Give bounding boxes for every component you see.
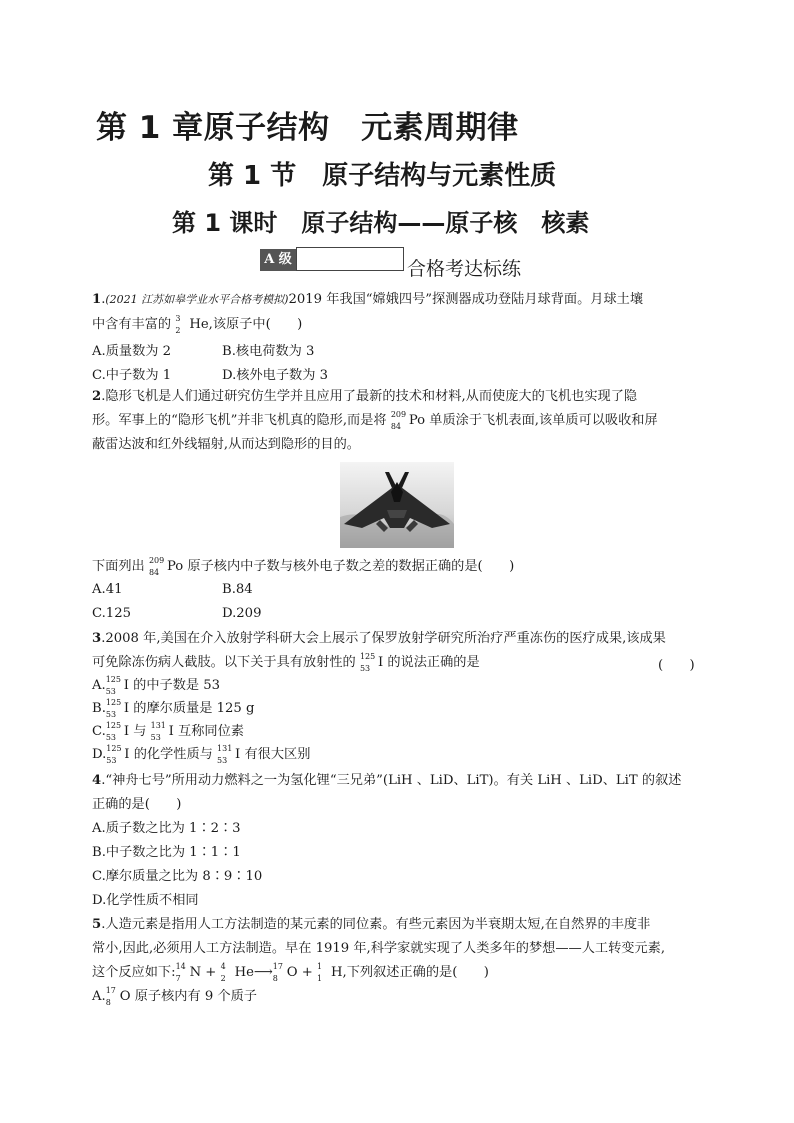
option-text: 与 [129, 724, 151, 739]
question-text: ,下列叙述正确的是( ) [342, 965, 489, 980]
question-text: “神舟七号”所用动力燃料之一为氢化锂“三兄弟”(LiH 、LiD、LiT)。有关 LiH 、LiD、LiT 的叙述 [105, 773, 682, 788]
q1-option-c: C.中子数为 1 [92, 368, 172, 383]
question-text: 原子核内中子数与核外电子数之差的数据正确的是( ) [183, 559, 515, 574]
option-text: 的摩尔质量是 125 g [129, 701, 255, 716]
question-text: 这个反应如下: [92, 965, 176, 980]
q3-option-a: A. 125 53 I 的中子数是 53 [92, 675, 221, 696]
element-symbol: I [124, 747, 130, 762]
element-symbol: I [377, 655, 384, 670]
question-text: ,该原子中( ) [208, 317, 303, 332]
question-3-line-2 [92, 654, 480, 672]
question-4-line-1: 4.“神舟七号”所用动力燃料之一为氢化锂“三兄弟”(LiH 、LiD、LiT)。有关 LiH 、LiD、LiT 的叙述 [92, 773, 682, 788]
option-text: 互称同位素 [173, 724, 244, 739]
question-2-line-3: 蔽雷达波和红外线辐射,从而达到隐形的目的。 [92, 437, 360, 452]
q4-option-d: D.化学性质不相同 [92, 893, 199, 908]
q1-option-a: A.质量数为 2 [92, 344, 172, 359]
option-text: 的化学性质与 [129, 747, 218, 762]
q1-option-d: D.核外电子数为 3 [222, 368, 329, 383]
q3-option-b: B. 125 53 I 的摩尔质量是 125 g [92, 698, 255, 719]
isotope-notation: 209 84 [148, 556, 165, 577]
element-symbol: I [235, 747, 241, 762]
isotope-notation: 125 53 [106, 744, 122, 765]
isotope-notation: 125 53 [105, 698, 122, 719]
lesson-title: 第 1 课时 原子结构——原子核 核素 [172, 209, 590, 237]
question-3-line-1: 3.2008 年,美国在介入放射学科研大会上展示了保罗放射学研究所治疗严重冻伤的医疗成果,该成果 [92, 631, 666, 646]
question-1-line-2 [92, 316, 302, 334]
question-2-prompt [92, 558, 514, 576]
nuclear-reaction-equation: 14 7 N + 4 2 He⟶ 17 8 O + 1 1 H [175, 962, 343, 983]
chapter-title: 第 1 章原子结构 元素周期律 [96, 110, 519, 146]
option-text: 的中子数是 53 [128, 678, 221, 693]
question-text: 下面列出 [92, 559, 149, 574]
element-symbol: I [123, 678, 129, 693]
q3-answer-paren: ( ) [658, 658, 695, 673]
question-text: 隐形飞机是人们通过研究仿生学并且应用了最新的技术和材料,从而使庞大的飞机也实现了隐 [105, 389, 638, 404]
isotope-notation: 1 1 [317, 962, 323, 983]
q3-option-c: C. 125 53 I 与 131 53 I 互称同位素 [92, 721, 244, 742]
question-number: 5 [92, 917, 102, 932]
isotope-notation: 3 2 [175, 314, 181, 335]
question-1-line-1: 1.(2021 江苏如皋学业水平合格考模拟)2019 年我国“嫦娥四号”探测器成功登陆月球背面。月球土壤 [92, 292, 644, 307]
question-2-line-2 [92, 412, 658, 430]
question-text: 2008 年,美国在介入放射学科研大会上展示了保罗放射学研究所治疗严重冻伤的医疗成果,该成果 [105, 631, 666, 646]
option-text: 原子核内有 9 个质子 [130, 989, 257, 1004]
section-title: 第 1 节 原子结构与元素性质 [208, 161, 557, 191]
q4-option-a: A.质子数之比为 1∶2∶3 [92, 821, 241, 836]
question-text: 可免除冻伤病人截肢。以下关于具有放射性的 [92, 655, 360, 670]
question-5-line-2: 常小,因此,必须用人工方法制造。早在 1919 年,科学家就实现了人类多年的梦想——人工转变元素, [92, 941, 666, 956]
question-5-line-1: 5.人造元素是指用人工方法制造的某元素的同位素。有些元素因为半衰期太短,在自然界的丰度非 [92, 917, 651, 932]
q4-option-b: B.中子数之比为 1∶1∶1 [92, 845, 241, 860]
q2-option-b: B.84 [222, 582, 253, 597]
question-text: 的说法正确的是 [383, 655, 480, 670]
q5-option-a: A. 17 8 O 原子核内有 9 个质子 [92, 986, 257, 1007]
isotope-notation: 17 8 [272, 962, 283, 983]
isotope-notation: 125 53 [359, 652, 376, 673]
element-symbol: He [189, 317, 209, 332]
question-5-line-3 [92, 964, 489, 982]
question-number: 4 [92, 773, 102, 788]
isotope-notation: 125 53 [105, 721, 122, 742]
stealth-aircraft-image [340, 462, 454, 548]
q2-option-d: D.209 [222, 606, 262, 621]
question-text: 中含有丰富的 [92, 317, 176, 332]
question-number: 3 [92, 631, 102, 646]
isotope-notation: 209 84 [390, 410, 407, 431]
isotope-notation: 4 2 [220, 962, 226, 983]
isotope-notation: 125 53 [105, 675, 121, 696]
element-symbol: I [123, 724, 130, 739]
question-4-line-2: 正确的是( ) [92, 797, 182, 812]
q1-option-b: B.核电荷数为 3 [222, 344, 315, 359]
isotope-notation: 131 53 [217, 744, 233, 765]
element-symbol: I [123, 701, 130, 716]
option-text: 有很大区别 [240, 747, 311, 762]
question-text: 单质涂于飞机表面,该单质可以吸收和屏 [425, 413, 658, 428]
reaction-arrow-icon: ⟶ [253, 965, 273, 980]
level-text: 合格考达标练 [407, 258, 522, 280]
question-number: 1 [92, 292, 102, 307]
question-text: 形。军事上的“隐形飞机”并非飞机真的隐形,而是将 [92, 413, 391, 428]
element-symbol: I [168, 724, 174, 739]
q4-option-c: C.摩尔质量之比为 8∶9∶10 [92, 869, 263, 884]
q3-option-d: D. 125 53 I 的化学性质与 131 53 I 有很大区别 [92, 744, 311, 765]
element-symbol: Po [166, 559, 184, 574]
option-label: A. [92, 989, 106, 1004]
question-2-line-1: 2.隐形飞机是人们通过研究仿生学并且应用了最新的技术和材料,从而使庞大的飞机也实现了隐 [92, 389, 638, 404]
question-text: 人造元素是指用人工方法制造的某元素的同位素。有些元素因为半衰期太短,在自然界的丰度非 [105, 917, 651, 932]
question-number: 2 [92, 389, 102, 404]
isotope-notation: 131 53 [150, 721, 166, 742]
q2-option-a: A.41 [92, 582, 123, 597]
q2-option-c: C.125 [92, 606, 131, 621]
level-badge: A 级 [260, 249, 296, 271]
isotope-notation: 14 7 [175, 962, 186, 983]
question-source: (2021 江苏如皋学业水平合格考模拟) [105, 293, 289, 306]
question-text: 2019 年我国“嫦娥四号”探测器成功登陆月球背面。月球土壤 [288, 292, 644, 307]
element-symbol: Po [408, 413, 426, 428]
isotope-notation: 17 8 [105, 986, 116, 1007]
level-badge-frame [296, 247, 404, 271]
